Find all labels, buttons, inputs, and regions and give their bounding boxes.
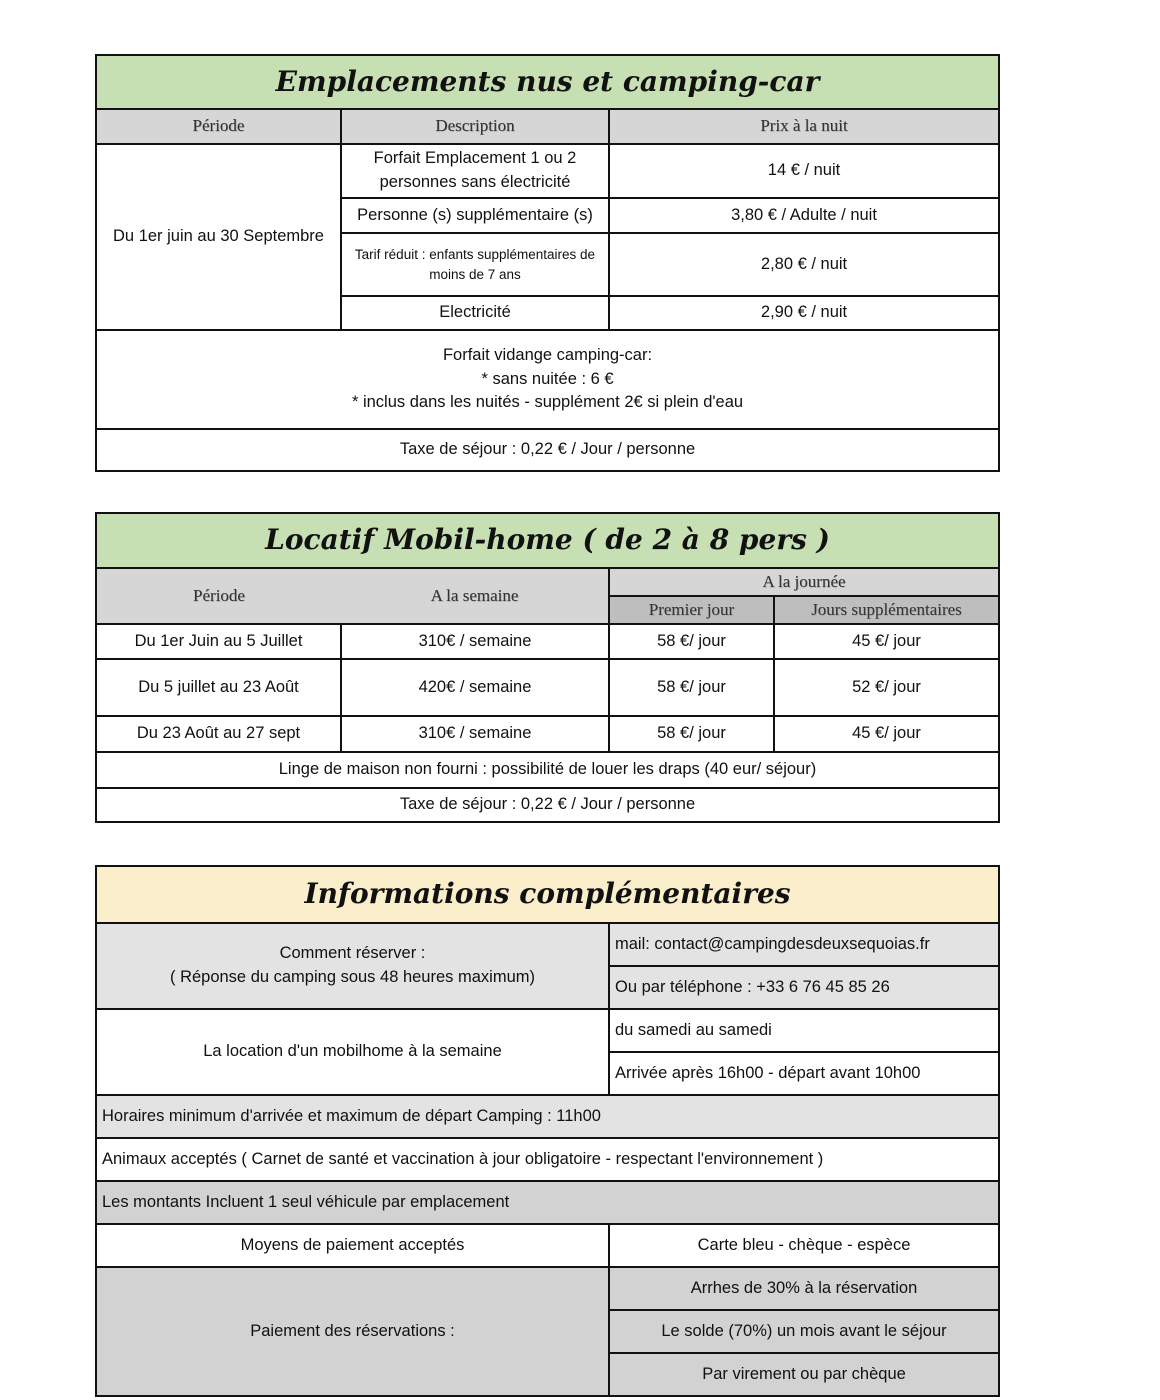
header-periode: Période	[96, 568, 341, 624]
location-hours: Arrivée après 16h00 - départ avant 10h00	[609, 1052, 999, 1095]
mobilhome-table	[95, 512, 1000, 823]
vehicule-cell: Les montants Incluent 1 seul véhicule par emplacement	[96, 1181, 999, 1224]
animaux-cell: Animaux acceptés ( Carnet de santé et vaccination à jour obligatoire - respectant l'environnement )	[96, 1138, 999, 1181]
header-journee: A la journée	[609, 568, 999, 596]
location-label: La location d'un mobilhome à la semaine	[96, 1009, 609, 1095]
description-cell: Tarif réduit : enfants supplémentaires de moins de 7 ans	[341, 233, 609, 296]
header-jours-supplementaires: Jours supplémentaires	[774, 596, 999, 624]
period-cell: Du 1er juin au 30 Septembre	[96, 144, 341, 330]
vidange-line: * sans nuitée : 6 €	[481, 369, 614, 388]
premier-jour-cell: 58 €/ jour	[609, 659, 774, 716]
price-cell: 2,80 € / nuit	[609, 233, 999, 296]
header-premier-jour: Premier jour	[609, 596, 774, 624]
linge-cell: Linge de maison non fourni : possibilité de louer les draps (40 eur/ séjour)	[96, 752, 999, 788]
arrhes-cell: Arrhes de 30% à la réservation	[609, 1267, 999, 1310]
reserver-line: ( Réponse du camping sous 48 heures maximum)	[169, 968, 535, 986]
vidange-line: Forfait vidange camping-car:	[442, 345, 653, 364]
description-cell: Forfait Emplacement 1 ou 2 personnes sans électricité	[341, 144, 609, 198]
emplacements-title: Emplacements nus et camping-car	[96, 55, 999, 109]
header-semaine: A la semaine	[341, 568, 609, 624]
semaine-cell: 420€ / semaine	[341, 659, 609, 716]
telephone-cell: Ou par téléphone : +33 6 76 45 85 26	[609, 966, 999, 1009]
premier-jour-cell: 58 €/ jour	[609, 716, 774, 752]
header-periode: Période	[96, 109, 341, 144]
informations-table	[95, 865, 1000, 1397]
premier-jour-cell: 58 €/ jour	[609, 624, 774, 659]
semaine-cell: 310€ / semaine	[341, 716, 609, 752]
periode-cell: Du 23 Août au 27 sept	[96, 716, 341, 752]
taxe-sejour: Taxe de séjour : 0,22 € / Jour / personne	[96, 429, 999, 471]
vidange-line: * inclus dans les nuités - supplément 2€ si plein d'eau	[351, 393, 744, 412]
periode-cell: Du 1er Juin au 5 Juillet	[96, 624, 341, 659]
informations-title: Informations complémentaires	[96, 866, 999, 923]
semaine-cell: 310€ / semaine	[341, 624, 609, 659]
horaires-cell: Horaires minimum d'arrivée et maximum de départ Camping : 11h00	[96, 1095, 999, 1138]
solde-cell: Le solde (70%) un mois avant le séjour	[609, 1310, 999, 1353]
emplacements-table	[95, 54, 1000, 472]
mobilhome-title: Locatif Mobil-home ( de 2 à 8 pers )	[96, 513, 999, 568]
header-description: Description	[341, 109, 609, 144]
jours-supp-cell: 52 €/ jour	[774, 659, 999, 716]
jours-supp-cell: 45 €/ jour	[774, 716, 999, 752]
location-days: du samedi au samedi	[609, 1009, 999, 1052]
price-cell: 3,80 € / Adulte / nuit	[609, 198, 999, 233]
header-prix: Prix à la nuit	[609, 109, 999, 144]
paiement-label: Moyens de paiement acceptés	[96, 1224, 609, 1267]
jours-supp-cell: 45 €/ jour	[774, 624, 999, 659]
price-cell: 2,90 € / nuit	[609, 296, 999, 330]
mail-cell: mail: contact@campingdesdeuxsequoias.fr	[609, 923, 999, 966]
vidange-cell	[96, 330, 999, 429]
description-cell: Personne (s) supplémentaire (s)	[341, 198, 609, 233]
paiement-moyens: Carte bleu - chèque - espèce	[609, 1224, 999, 1267]
periode-cell: Du 5 juillet au 23 Août	[96, 659, 341, 716]
description-cell: Electricité	[341, 296, 609, 330]
price-cell: 14 € / nuit	[609, 144, 999, 198]
reservations-label: Paiement des réservations :	[96, 1267, 609, 1396]
taxe-sejour: Taxe de séjour : 0,22 € / Jour / personne	[96, 788, 999, 822]
reserver-label	[96, 923, 609, 1009]
virement-cell: Par virement ou par chèque	[609, 1353, 999, 1396]
reserver-line: Comment réserver :	[279, 944, 426, 963]
